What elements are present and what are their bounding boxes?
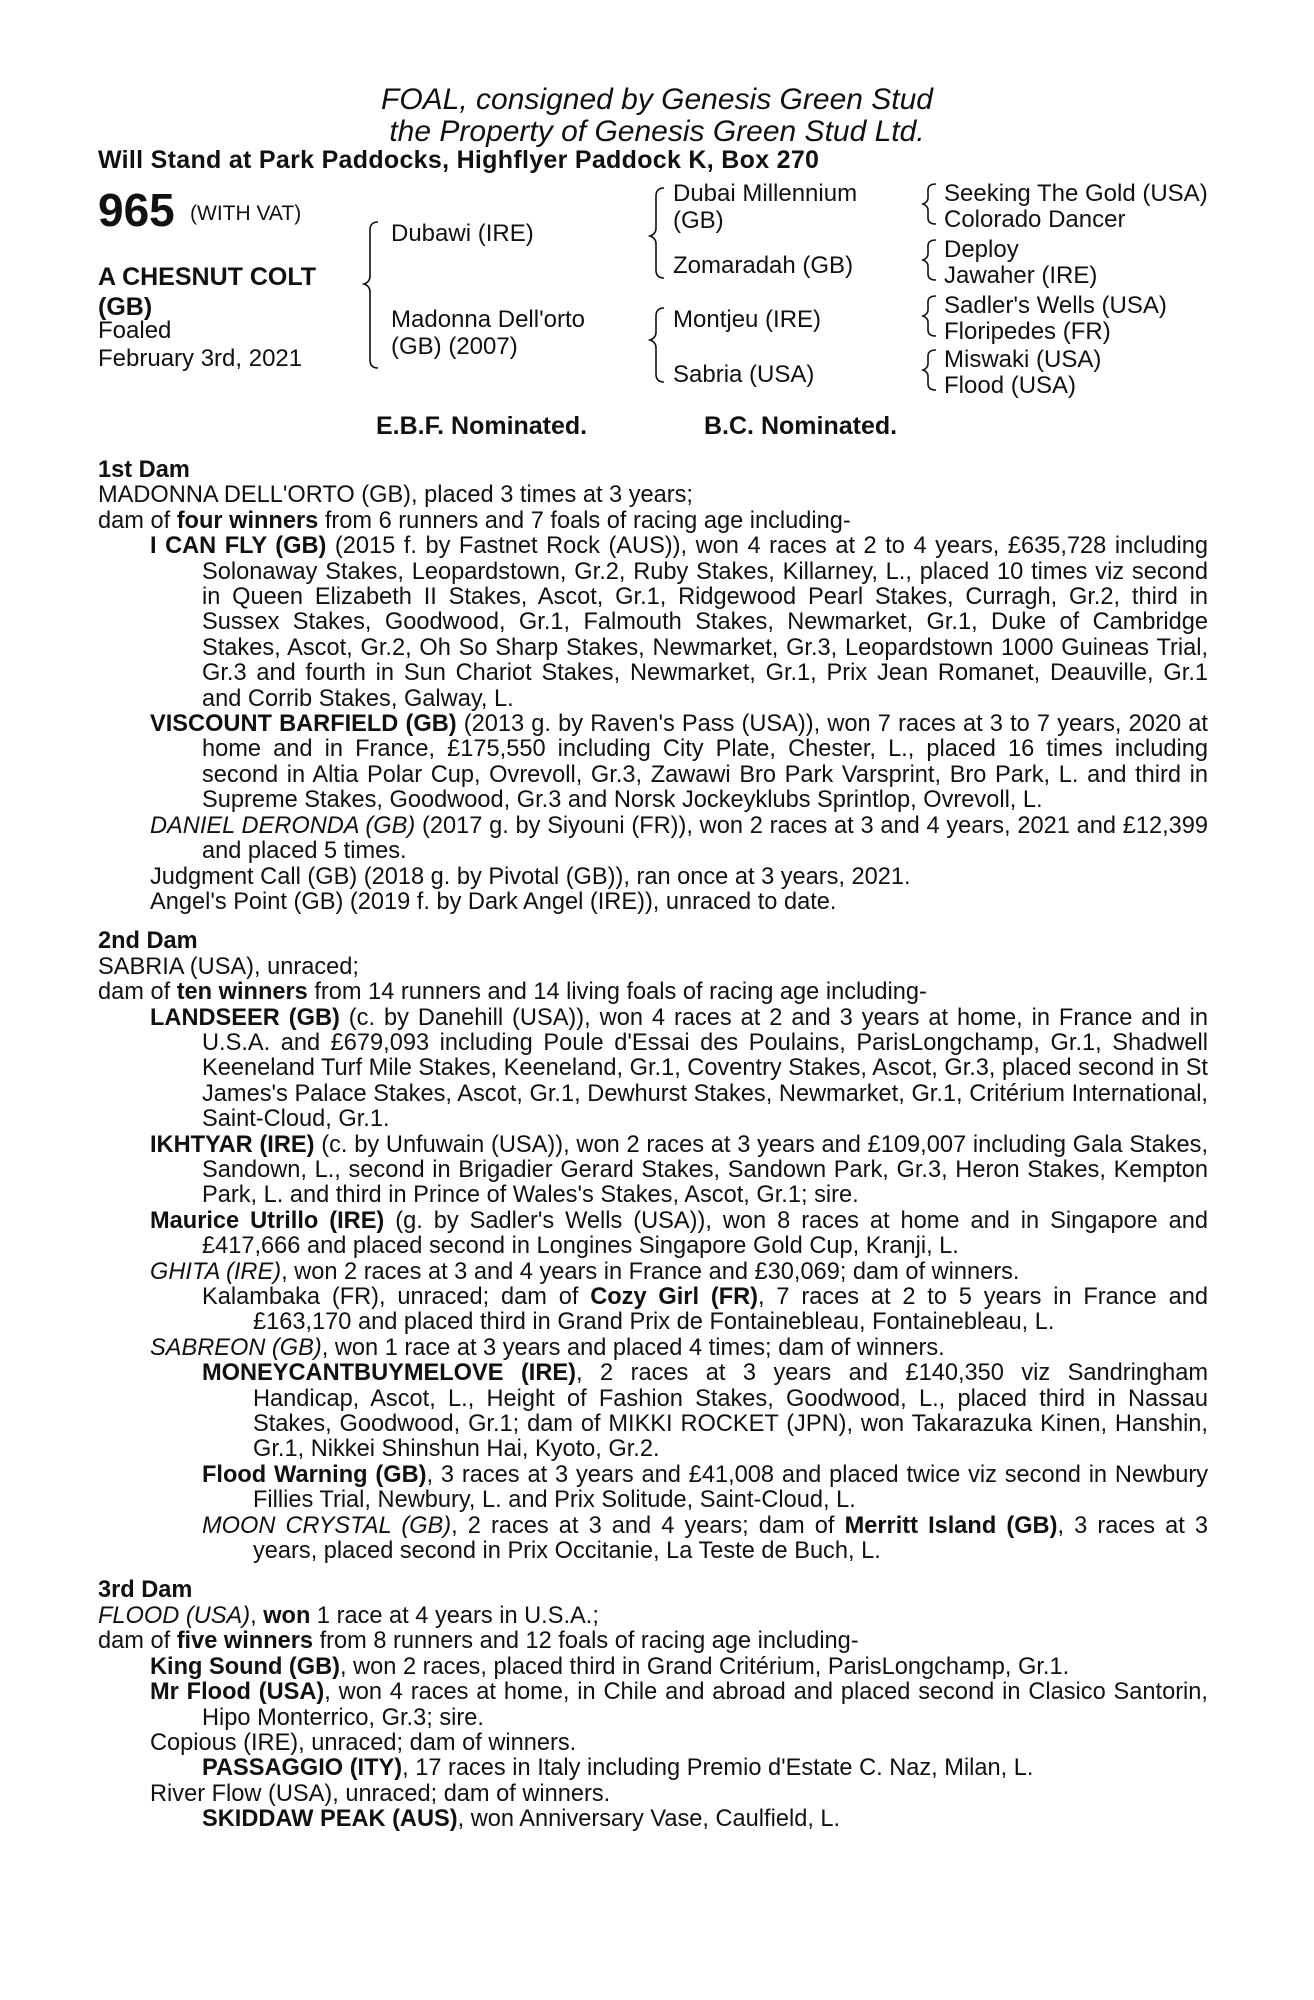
foaled-date: February 3rd, 2021 [98, 345, 303, 372]
consignor-line: FOAL, consigned by Genesis Green Stud [381, 83, 933, 116]
first-dam-heading: 1st Dam [98, 457, 190, 483]
ancestor-6: Floripedes (FR) [944, 318, 1111, 345]
second-dam-entry: GHITA (IRE), won 2 races at 3 and 4 years in France and £30,069; dam of winners. [150, 1258, 1020, 1285]
foaled-label: Foaled [98, 317, 172, 344]
third-dam-entry: River Flow (USA), unraced; dam of winners. [150, 1780, 611, 1807]
bc-nomination: B.C. Nominated. [704, 412, 898, 440]
third-dam-summary: dam of five winners from 8 runners and 12 foals of racing age including- [98, 1628, 859, 1655]
second-dam-entry: Maurice Utrillo (IRE) (g. by Sadler's Wells (USA)), won 8 races at home and in Singapore and £417,666 and placed second in Longines Singapore Gold Cup, Kranji, L. [150, 1207, 1209, 1260]
dam-sire-name: Montjeu (IRE) [673, 306, 822, 333]
ancestor-3: Deploy [944, 236, 1019, 263]
ancestor-2: Colorado Dancer [944, 206, 1126, 233]
first-dam-intro: MADONNA DELL'ORTO (GB), placed 3 times at 3 years; [98, 482, 693, 509]
stand-location: Will Stand at Park Paddocks, Highflyer Paddock K, Box 270 [98, 146, 820, 174]
second-dam-entry: IKHTYAR (IRE) (c. by Unfuwain (USA)), won 2 races at 3 years and £109,007 including Gala Stakes, Sandown, L., second in Brigadier Gerard Stakes, Sandown Park, Gr.3, Heron Stakes, Kempton Park, L. and third in Prince of Wales's Stakes, Ascot, Gr.1; sire. [150, 1131, 1209, 1209]
second-dam-sub-entry: Kalambaka (FR), unraced; dam of Cozy Girl (FR), 7 races at 2 to 5 years in France and £163,170 and placed third in Grand Prix de Fontainebleau, Fontainebleau, L. [202, 1284, 1208, 1336]
second-dam-sub-entry: MONEYCANTBUYMELOVE (IRE), 2 races at 3 years and £140,350 viz Sandringham Handicap, Ascot, L., Height of Fashion Stakes, Goodwood, L., placed third in Nassau Stakes, Goodwood, Gr.1; dam of MIKKI ROCKET (JPN), won Takarazuka Kinen, Hanshin, Gr.1, Nikkei Shinshun Hai, Kyoto, Gr.2. [202, 1360, 1208, 1463]
lot-number: 965 [98, 184, 175, 236]
dam-dam-name: Sabria (USA) [673, 361, 815, 388]
ancestor-5: Sadler's Wells (USA) [944, 292, 1167, 319]
third-dam-sub-entry: SKIDDAW PEAK (AUS), won Anniversary Vase, Caulfield, L. [202, 1806, 841, 1833]
ancestor-8: Flood (USA) [944, 372, 1077, 399]
produce-record [98, 458, 1208, 1833]
second-dam-sub-entry: MOON CRYSTAL (GB), 2 races at 3 and 4 years; dam of Merritt Island (GB), 3 races at 3 years, placed second in Prix Occitanie, La Teste de Buch, L. [202, 1512, 1209, 1565]
first-dam-entry: Angel's Point (GB) (2019 f. by Dark Angel (IRE)), unraced to date. [150, 888, 837, 915]
first-dam-summary: dam of four winners from 6 runners and 7 foals of racing age including- [98, 507, 851, 534]
third-dam-entry: Copious (IRE), unraced; dam of winners. [150, 1729, 577, 1756]
first-dam-entry: DANIEL DERONDA (GB) (2017 g. by Siyouni (FR)), won 2 races at 3 and 4 years, 2021 and £12,399 and placed 5 times. [150, 812, 1208, 865]
horse-description: A CHESNUT COLT (GB) [98, 263, 317, 321]
second-dam-entry: LANDSEER (GB) (c. by Danehill (USA)), won 4 races at 2 and 3 years at home, in France and in U.S.A. and £679,093 including Poule d'Essai des Poulains, ParisLongchamp, Gr.1, Shadwell Keeneland Turf Mile Stakes, Keeneland, Gr.1, Coventry Stakes, Ascot, Gr.3, placed second in St James's Palace Stakes, Ascot, Gr.1, Dewhurst Stakes, Newmarket, Gr.1, Critérium International, Saint-Cloud, Gr.1. [150, 1004, 1208, 1133]
second-dam-intro: SABRIA (USA), unraced; [98, 953, 359, 980]
ebf-nomination: E.B.F. Nominated. [376, 412, 588, 440]
first-dam-entry: I CAN FLY (GB) (2015 f. by Fastnet Rock (AUS)), won 4 races at 2 to 4 years, £635,728 including Solonaway Stakes, Leopardstown, Gr.2, Ruby Stakes, Killarney, L., placed 10 times viz second in Queen Elizabeth II Stakes, Ascot, Gr.1, Ridgewood Pearl Stakes, Curragh, Gr.2, third in Sussex Stakes, Goodwood, Gr.1, Falmouth Stakes, Newmarket, Gr.1, Duke of Cambridge Stakes, Ascot, Gr.2, Oh So Sharp Stakes, Newmarket, Gr.3, Leopardstown 1000 Guineas Trial, Gr.3 and fourth in Sun Chariot Stakes, Newmarket, Gr.1, Prix Jean Romanet, Deauville, Gr.1 and Corrib Stakes, Galway, L. [150, 533, 1208, 712]
sire-name: Dubawi (IRE) [391, 220, 534, 247]
third-dam-sub-entry: PASSAGGIO (ITY), 17 races in Italy including Premio d'Estate C. Naz, Milan, L. [202, 1755, 1034, 1782]
first-dam-entry: VISCOUNT BARFIELD (GB) (2013 g. by Raven's Pass (USA)), won 7 races at 3 to 7 years, 2020 at home and in France, £175,550 including City Plate, Chester, L., placed 16 times including second in Altia Polar Cup, Ovrevoll, Gr.3, Zawawi Bro Park Varsprint, Bro Park, L. and third in Supreme Stakes, Goodwood, Gr.3 and Norsk Jockeyklubs Sprintlop, Ovrevoll, L. [150, 711, 1208, 814]
dam-name: Madonna Dell'orto (GB) (2007) [391, 306, 586, 360]
ancestor-7: Miswaki (USA) [944, 346, 1102, 373]
third-dam-heading: 3rd Dam [98, 1577, 193, 1604]
ancestor-1: Seeking The Gold (USA) [944, 180, 1208, 207]
sire-sire-name: Dubai Millennium (GB) [673, 180, 858, 234]
second-dam-heading: 2nd Dam [98, 928, 198, 955]
third-dam-entry: Mr Flood (USA), won 4 races at home, in Chile and abroad and placed second in Clasico Santorin, Hipo Monterrico, Gr.3; sire. [150, 1679, 1208, 1731]
property-line: the Property of Genesis Green Stud Ltd. [389, 115, 925, 148]
ancestor-4: Jawaher (IRE) [944, 262, 1098, 289]
first-dam-entry: Judgment Call (GB) (2018 g. by Pivotal (GB)), ran once at 3 years, 2021. [150, 863, 911, 890]
third-dam-intro: FLOOD (USA), won 1 race at 4 years in U.S.A.; [98, 1602, 599, 1629]
second-dam-sub-entry: Flood Warning (GB), 3 races at 3 years and £41,008 and placed twice viz second in Newbury Fillies Trial, Newbury, L. and Prix Solitude, Saint-Cloud, L. [202, 1461, 1209, 1514]
vat-note: (WITH VAT) [190, 202, 302, 225]
second-dam-entry: SABREON (GB), won 1 race at 3 years and placed 4 times; dam of winners. [150, 1334, 945, 1361]
sire-dam-name: Zomaradah (GB) [673, 252, 854, 279]
second-dam-summary: dam of ten winners from 14 runners and 14 living foals of racing age including- [98, 979, 927, 1006]
third-dam-entry: King Sound (GB), won 2 races, placed third in Grand Critérium, ParisLongchamp, Gr.1. [150, 1653, 1070, 1680]
